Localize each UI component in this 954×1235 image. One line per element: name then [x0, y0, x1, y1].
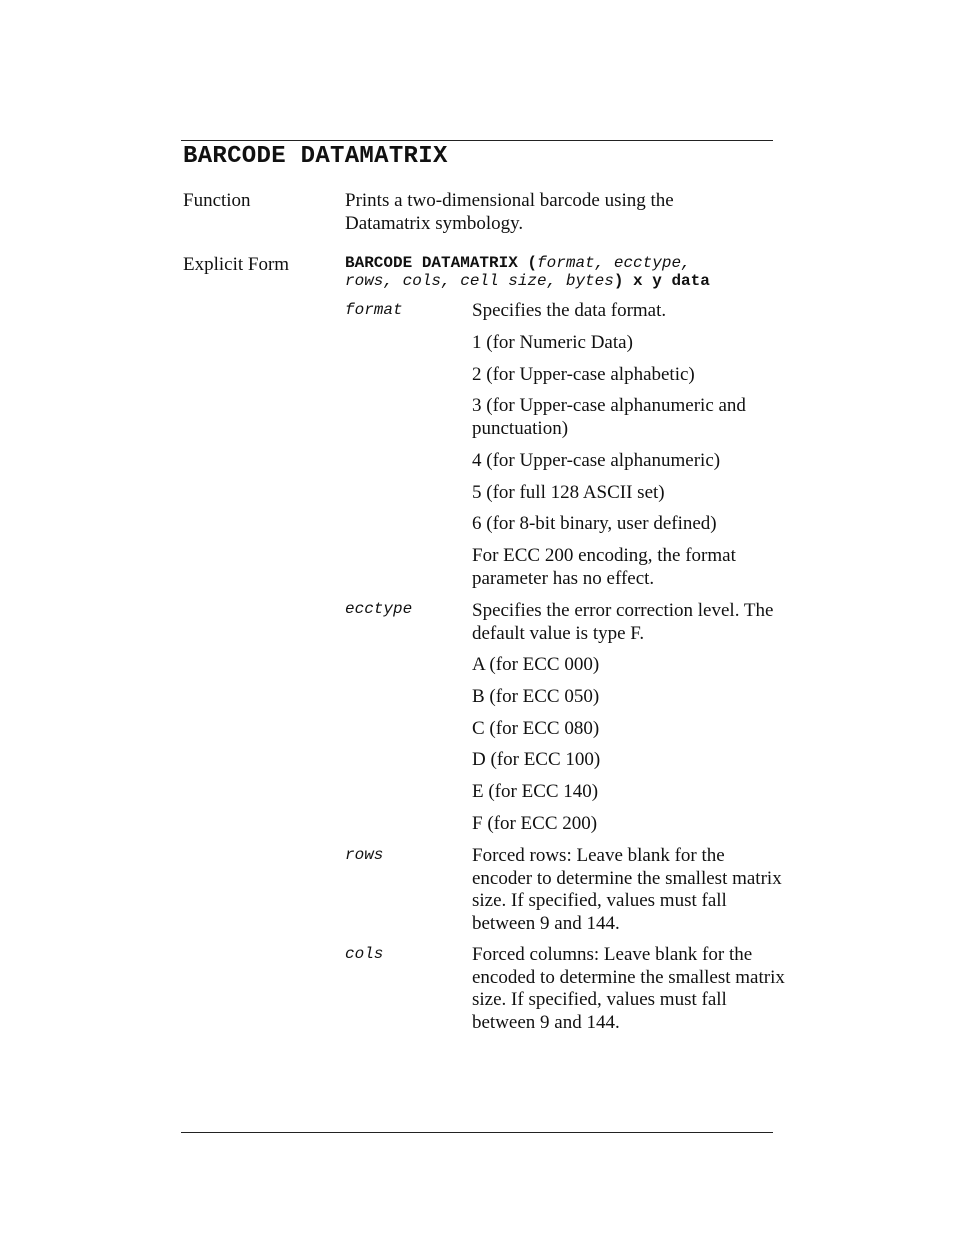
bottom-rule — [181, 1132, 773, 1133]
ecctype-option-d: D (for ECC 100) — [472, 749, 601, 770]
ecctype-description: Specifies the error correction level. The default value is type F. — [472, 600, 774, 644]
format-note: For ECC 200 encoding, the format parameter has no effect. — [472, 545, 736, 589]
syntax-line-2 — [345, 272, 710, 290]
syntax-command: BARCODE DATAMATRIX ( — [345, 254, 538, 272]
format-option-5: 5 (for full 128 ASCII set) — [472, 482, 665, 503]
syntax-tail: ) x y data — [613, 272, 710, 290]
syntax-line-1 — [345, 254, 710, 272]
syntax-args-2: rows, cols, cell size, bytes — [345, 272, 614, 290]
format-option-4: 4 (for Upper-case alphanumeric) — [472, 450, 721, 471]
page-title: BARCODE DATAMATRIX — [183, 143, 448, 170]
ecctype-option-e: E (for ECC 140) — [472, 781, 599, 802]
param-name-cols: cols — [345, 945, 384, 963]
ecctype-option-a: A (for ECC 000) — [472, 654, 600, 675]
explicit-form-syntax — [345, 254, 710, 290]
top-rule — [181, 140, 773, 141]
ecctype-option-f: F (for ECC 200) — [472, 813, 598, 834]
function-label: Function — [183, 190, 251, 211]
param-name-format: format — [345, 301, 403, 319]
syntax-args-1: format, ecctype, — [537, 254, 691, 272]
ecctype-option-c: C (for ECC 080) — [472, 718, 600, 739]
format-description: Specifies the data format. — [472, 300, 667, 321]
explicit-form-label: Explicit Form — [183, 254, 290, 275]
rows-description: Forced rows: Leave blank for the encoder to determine the smallest matrix size. If specified, values must fall between 9 and 144. — [472, 845, 782, 934]
format-option-3: 3 (for Upper-case alphanumeric and punctuation) — [472, 395, 746, 439]
function-description: Prints a two-dimensional barcode using the Datamatrix symbology. — [345, 190, 674, 234]
ecctype-option-b: B (for ECC 050) — [472, 686, 600, 707]
param-name-ecctype: ecctype — [345, 600, 413, 618]
format-option-2: 2 (for Upper-case alphabetic) — [472, 364, 695, 385]
param-name-rows: rows — [345, 846, 384, 864]
cols-description: Forced columns: Leave blank for the encoded to determine the smallest matrix size. If specified, values must fall between 9 and 144. — [472, 944, 785, 1033]
format-option-1: 1 (for Numeric Data) — [472, 332, 633, 353]
format-option-6: 6 (for 8-bit binary, user defined) — [472, 513, 717, 534]
